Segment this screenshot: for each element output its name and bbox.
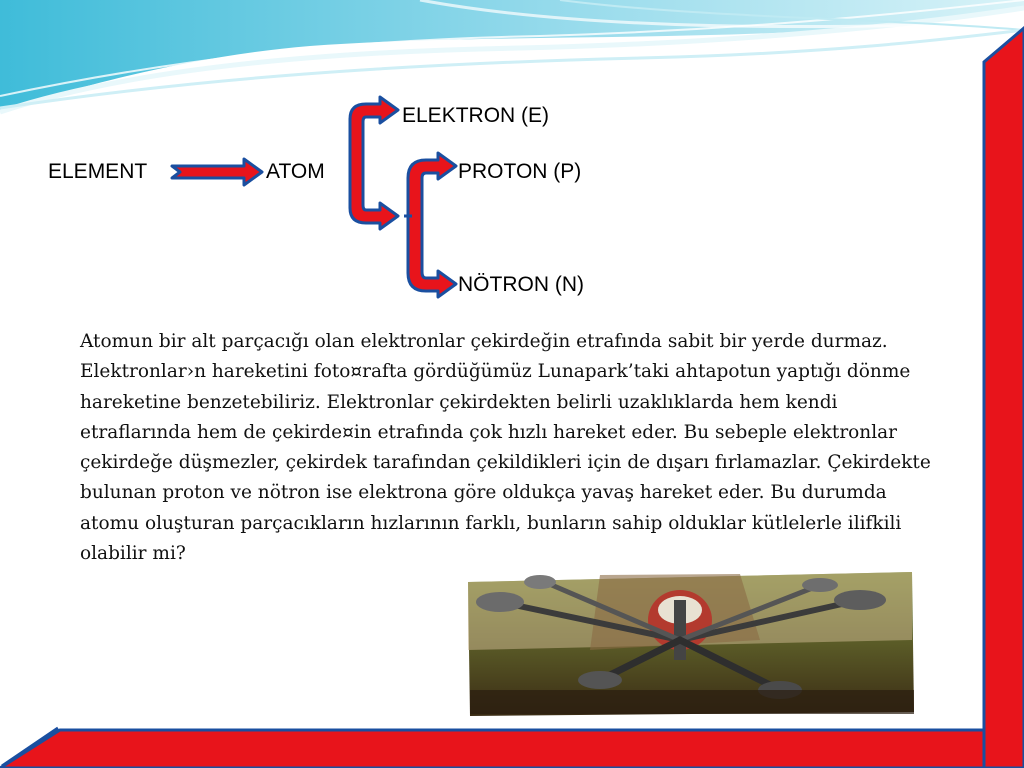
- proton-label: PROTON (P): [458, 160, 582, 183]
- diagram-arrows: [172, 97, 456, 297]
- electron-label: ELEKTRON (E): [402, 104, 550, 127]
- bottom-red-band: [0, 730, 984, 768]
- element-to-atom-arrow: [172, 159, 262, 185]
- amusement-ride-photo: [462, 568, 917, 718]
- top-swoosh-decoration: [0, 0, 1024, 112]
- body-paragraph: Atomun bir alt parçacığı olan elektronlar çekirdeğin etrafında sabit bir yerde durmaz. Elektronlar›n hareketini foto¤rafta gördüğümüz Lunapark’taki ahtapotun yaptığı dönme hareketine benzetebiliriz. Elektronlar çekirdekten belirli uzaklıklarda hem kendi etraflarında hem de çekirde¤in etrafında çok hızlı hareket eder. Bu sebeple elektronlar çekirdeğe düşmezler, çekirdek tarafından çekildikleri için de dışarı fırlamazlar. Çekirdekte bulunan proton ve nötron ise elektrona göre oldukça yavaş hareket eder. Bu durumda atomu oluşturan parçacıkların hızlarının farklı, bunların sahip olduklar kütlelerle ilifkili olabilir mi?: [80, 331, 931, 565]
- right-red-border: [984, 28, 1024, 768]
- neutron-label: NÖTRON (N): [458, 273, 584, 296]
- element-label: ELEMENT: [48, 160, 148, 183]
- nucleus-bracket: [408, 153, 456, 297]
- atom-label: ATOM: [266, 160, 325, 183]
- atom-bracket: [350, 97, 398, 229]
